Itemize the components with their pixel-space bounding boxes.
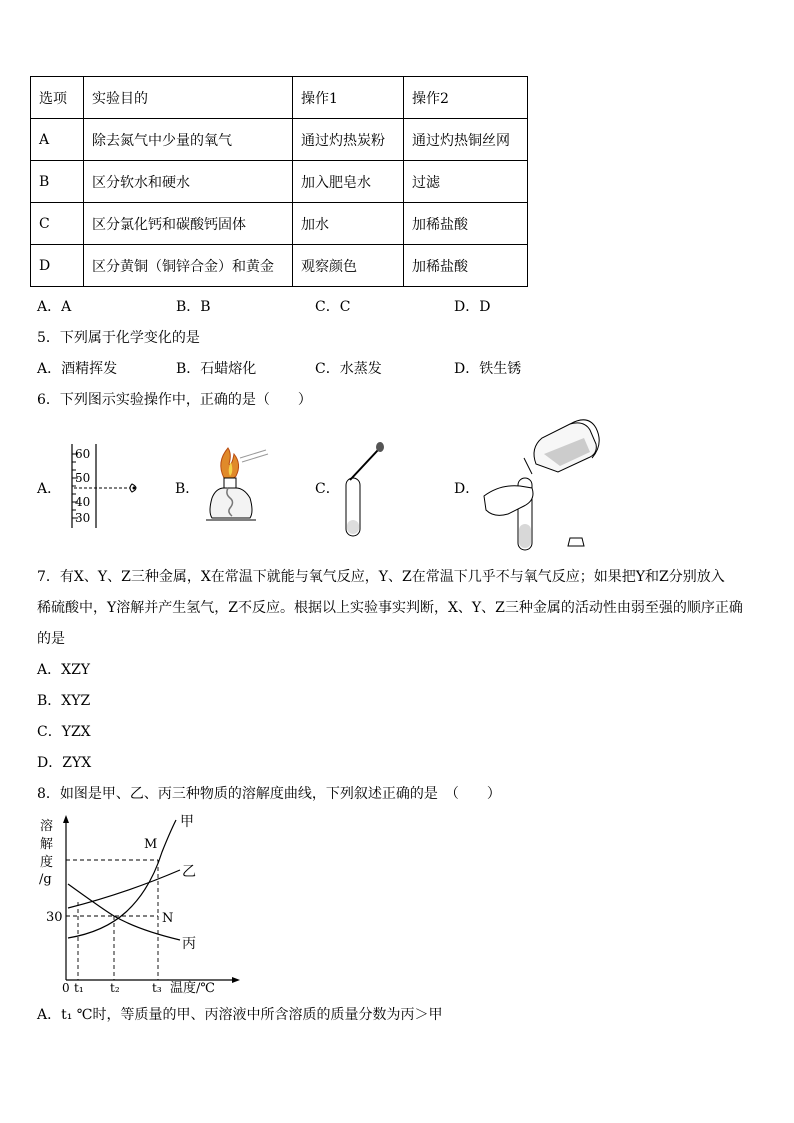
q7-stem-line3: 的是 [37,631,65,647]
q7-stem-line2: 稀硫酸中，Y溶解并产生氢气，Z不反应。根据以上实验事实判断，X、Y、Z三种金属的活动性由弱至强的顺序正确 [37,600,743,616]
curve-label-yi: 乙 [182,864,196,880]
table-cell: A [31,119,84,161]
q5-option-c[interactable]: C．水蒸发 [315,361,382,377]
table-row [31,119,528,161]
table-cell: 过滤 [404,161,528,203]
y-axis-arrow-icon [63,815,69,823]
q7-stem-line1: 7．有X、Y、Z三种金属，X在常温下就能与氧气反应，Y、Z在常温下几乎不与氧气反应；如果把Y和Z分别放入 [37,569,725,585]
table-cell: 加水 [293,203,404,245]
table-cell: 区分软水和硬水 [84,161,293,203]
curve-yi [68,870,180,908]
q8-option-a[interactable]: A．t₁ ℃时，等质量的甲、丙溶液中所含溶质的质量分数为丙＞甲 [37,1007,443,1023]
q6-stem: 6．下列图示实验操作中，正确的是（ ） [37,392,312,408]
q5-option-d[interactable]: D．铁生锈 [454,361,522,377]
table-cell: D [31,245,84,287]
cylinder-tick-40: 40 [75,495,91,509]
dropper-bulb-icon [376,442,384,452]
q4-option-b[interactable]: B．B [176,299,211,315]
x-tick-t3: t₃ [152,981,162,995]
curve-label-bing: 丙 [182,936,196,952]
q7-option-c[interactable]: C．YZX [37,724,91,740]
table-cell: C [31,203,84,245]
table-cell: 除去氮气中少量的氧气 [84,119,293,161]
table-header-cell: 选项 [31,77,84,119]
table-cell: 通过灼热炭粉 [293,119,404,161]
table-cell: 加稀盐酸 [404,203,528,245]
x-axis-arrow-icon [232,977,240,983]
cylinder-tick-50: 50 [75,471,91,485]
table-header-row [31,77,528,119]
table-row [31,161,528,203]
pouring-liquid-figure [480,414,610,554]
table-header-cell: 操作2 [404,77,528,119]
q5-option-a[interactable]: A．酒精挥发 [37,361,118,377]
q6-option-a-label[interactable]: A． [37,481,62,497]
q5-option-b[interactable]: B．石蜡熔化 [176,361,257,377]
alcohol-lamp-figure [198,442,274,530]
q6-option-d-label[interactable]: D． [454,481,480,497]
solubility-curve-figure [34,812,244,996]
q7-option-d[interactable]: D．ZYX [37,755,92,771]
q8-stem: 8．如图是甲、乙、丙三种物质的溶解度曲线，下列叙述正确的是 （ ） [37,786,501,802]
q6-option-c-label[interactable]: C． [315,481,340,497]
table-cell: B [31,161,84,203]
y-label-char: 溶 [40,819,54,834]
table-cell: 通过灼热铜丝网 [404,119,528,161]
x-tick-t2: t₂ [110,981,120,995]
point-label-m: M [144,837,158,852]
table-row [31,245,528,287]
stopper-icon [568,538,584,546]
table-cell: 加稀盐酸 [404,245,528,287]
table-cell: 区分氯化钙和碳酸钙固体 [84,203,293,245]
graduated-cylinder-reading-figure [66,440,156,532]
table-header-cell: 操作1 [293,77,404,119]
table-cell: 区分黄铜（铜锌合金）和黄金 [84,245,293,287]
y-label-char: 解 [40,837,54,852]
table-cell: 观察颜色 [293,245,404,287]
q7-option-a[interactable]: A．XZY [37,662,91,678]
table-header-cell: 实验目的 [84,77,293,119]
cylinder-tick-60: 60 [75,447,91,461]
q4-option-a[interactable]: A．A [37,299,72,315]
x-tick-t1: t₁ [74,981,84,995]
cylinder-tick-30: 30 [75,511,91,525]
y-label-char: /g [39,872,52,887]
table-row [31,203,528,245]
y-tick-30: 30 [46,910,63,925]
table-cell: 加入肥皂水 [293,161,404,203]
q6-option-b-label[interactable]: B． [175,481,200,497]
point-label-n: N [162,911,174,926]
dropper-test-tube-figure [338,440,388,540]
y-label-char: 度 [40,855,54,870]
x-axis-label: 温度/℃ [170,981,215,996]
q5-stem: 5．下列属于化学变化的是 [37,330,200,346]
curve-label-jia: 甲 [180,814,194,830]
experiment-table [30,76,528,287]
q4-option-c[interactable]: C．C [315,299,351,315]
x-tick-0: 0 [62,981,70,995]
q4-option-d[interactable]: D．D [454,299,491,315]
q7-option-b[interactable]: B．XYZ [37,693,91,709]
